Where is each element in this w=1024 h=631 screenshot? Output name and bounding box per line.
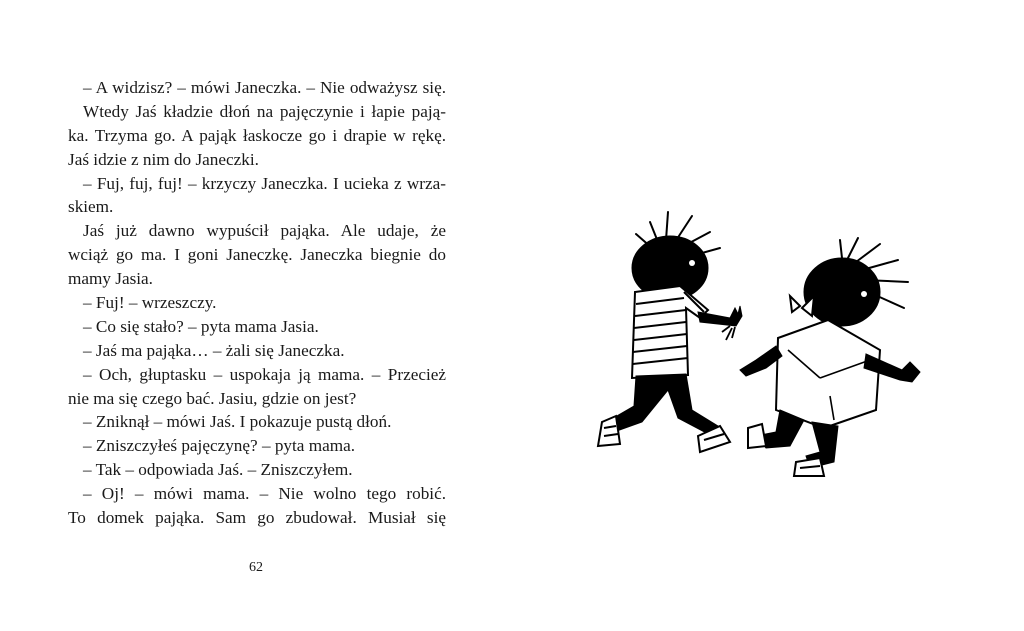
text-line: – Co się stało? – pyta mama Jasia. [83, 316, 319, 336]
text-line: – Fuj! – wrzeszczy. [83, 293, 217, 313]
text-line: To domek pająka. Sam go zbudował. Musiał się [68, 508, 446, 528]
boy-figure [598, 212, 742, 452]
text-line: Jaś już dawno wypuścił pająka. Ale udaje, że [83, 221, 446, 241]
text-line: ka. Trzyma go. A pająk łaskocze go i drapie w rękę. [68, 125, 446, 145]
children-running-illustration [580, 200, 960, 500]
text-line: Jaś idzie z nim do Janeczki. [68, 149, 259, 169]
text-line: mamy Jasia. [68, 269, 153, 289]
text-line: Wtedy Jaś kładzie dłoń na pajęczynie i łapie pają- [83, 101, 446, 121]
text-line: – A widzisz? – mówi Janeczka. – Nie odważysz się. [83, 78, 446, 97]
text-line: – Och, głuptasku – uspokaja ją mama. – Przecież [83, 364, 446, 384]
text-line: – Tak – odpowiada Jaś. – Zniszczyłem. [83, 460, 353, 480]
text-line: – Fuj, fuj, fuj! – krzyczy Janeczka. I ucieka z wrza- [83, 173, 446, 193]
page-number: 62 [249, 560, 263, 575]
text-line: nie ma się czego bać. Jasiu, gdzie on jest? [68, 388, 357, 408]
text-line: wciąż go ma. I goni Janeczkę. Janeczka biegnie do [68, 245, 446, 265]
girl-figure [740, 238, 920, 476]
text-line: – Zniszczyłeś pajęczynę? – pyta mama. [83, 436, 356, 456]
text-line: – Jaś ma pająka… – żali się Janeczka. [83, 340, 345, 360]
text-line: – Zniknął – mówi Jaś. I pokazuje pustą dłoń. [83, 412, 392, 432]
text-line: skiem. [68, 197, 114, 217]
text-line: – Oj! – mówi mama. – Nie wolno tego robić. [83, 484, 446, 504]
story-text [68, 76, 446, 530]
